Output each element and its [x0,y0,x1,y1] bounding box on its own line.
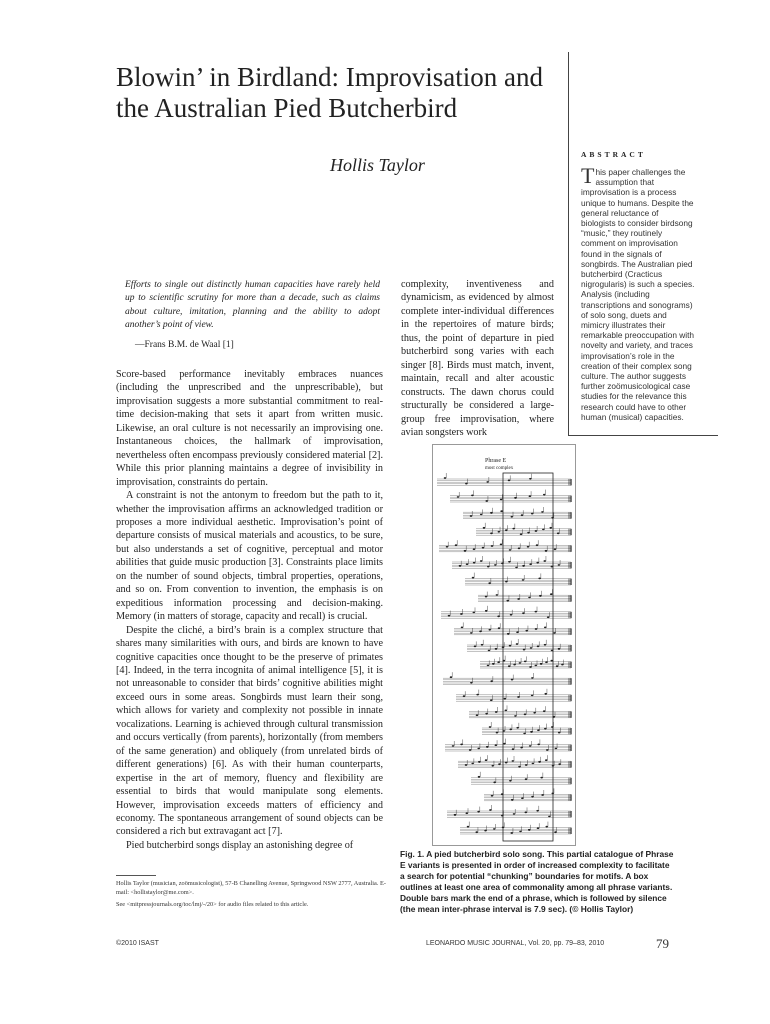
note-head [538,578,541,580]
note-head [531,677,534,679]
note-head [513,664,516,666]
note-head [509,729,512,731]
note-head [482,547,485,549]
note-head [475,831,478,833]
note-head [505,581,508,583]
note-head [494,564,497,566]
note-head [531,513,534,515]
note-head [485,610,488,612]
note-head [525,764,528,766]
note-head [479,631,482,633]
note-head [467,826,470,828]
note-head [503,743,506,745]
footnote-audio-files: See <mitpressjournals.org/toc/lmj/-/20> for audio files related to this article. [116,901,309,908]
note-head [528,829,531,831]
note-head [525,778,528,780]
note-head [547,616,550,618]
note-head [486,746,489,748]
note-head [518,766,521,768]
note-head [515,567,518,569]
note-head [522,565,525,567]
figure-header-phrase: Phrase E [485,458,507,464]
note-head [543,560,546,562]
note-head [497,616,500,618]
note-head [538,761,541,763]
note-head [497,661,500,663]
note-head [540,663,543,665]
note-head [454,814,457,816]
note-head [512,528,515,530]
note-head [487,665,490,667]
note-head [527,546,530,548]
commonality-box [503,473,553,841]
note-head [511,516,514,518]
note-head [554,548,557,550]
note-head [532,763,535,765]
note-head [455,544,458,546]
note-head [521,797,524,799]
note-head [530,647,533,649]
note-head [553,632,556,634]
note-head [558,564,561,566]
note-head [491,795,494,797]
note-head [537,744,540,746]
note-head [537,827,540,829]
note-head [535,665,538,667]
figure-caption: Fig. 1. A pied butcherbird solo song. This partial catalogue of Phrase E variants is presented in order of increased complexity to facilitate a search for potential “chunking” boundaries for motifs. A box outlines at least one area of commonality among all phrase variants. Double bars mark the end of a phrase, which is followed by silence (the mean inter-phrase interval is 7.9 sec). (© Hollis Taylor) [400,849,674,914]
note-head [488,582,491,584]
note-head [510,614,513,616]
note-head [477,748,480,750]
note-head [471,763,474,765]
note-head [545,826,548,828]
note-head [531,796,534,798]
note-head [544,627,547,629]
note-head [485,500,488,502]
note-head [512,748,515,750]
note-head [513,813,516,815]
note-head [536,562,539,564]
note-head [546,749,549,751]
note-head [514,497,517,499]
note-head [527,532,530,534]
body-paragraph-4: Pied butcherbird songs display an astonishing degree of [126,839,354,851]
note-head [490,680,493,682]
note-head [540,777,543,779]
note-head [544,644,547,646]
note-head [556,665,559,667]
note-head [528,597,531,599]
note-head [481,644,484,646]
note-head [539,595,542,597]
footnote-rule [116,875,156,876]
note-head [549,527,552,529]
note-head [511,679,514,681]
note-head [554,831,557,833]
note-head [525,812,528,814]
note-head [489,809,492,811]
note-head [473,548,476,550]
note-head [483,527,486,529]
note-head [500,510,503,512]
note-head [535,530,538,532]
note-head [491,765,494,767]
note-head [498,763,501,765]
note-head [541,794,544,796]
note-head [459,565,462,567]
epigraph-quote: Efforts to single out distinctly human capacities have rarely held up to scientific scrutiny for more than a decade, such as claims about culture, imitation, planning and the ability to adopt another’s point of view. [125,280,380,330]
note-head [485,759,488,761]
note-head [524,714,527,716]
footer-journal-citation: LEONARDO MUSIC JOURNAL, Vol. 20, pp. 79–83, 2010 [426,940,605,947]
note-head [536,544,539,546]
note-head [512,760,515,762]
note-head [478,776,481,778]
note-head [537,646,540,648]
note-head [507,633,510,635]
note-head [474,646,477,648]
note-head [472,577,475,579]
author-name: Hollis Taylor [330,155,425,175]
note-head [541,511,544,513]
note-head [485,713,488,715]
note-head [466,812,469,814]
note-head [525,630,528,632]
note-head [487,566,490,568]
body-paragraph-2: A constraint is not the antonym to freedom but the path to it, whether the improvisation affirms an acknowledged tradition or proposes a more individual aesthetic. Improvisation’s point of departure consists of musical materials and acoustics, to be sure, but also understands a set of cognitive, perceptual and motor abilities that guide music production [3]. Constraints place limits on the number of sound objects, timbral properties, operations, and so on. From convention to invention, the emphasis is on expeditious information processing and decision-making. Memory (in matters of storage, capacity and recall) is crucial. [116,490,383,623]
note-head [544,728,547,730]
note-head [543,710,546,712]
note-head [461,627,464,629]
note-head [460,744,463,746]
note-head [509,645,512,647]
note-head [543,494,546,496]
body-left-column [116,368,383,852]
note-head [488,650,491,652]
note-head [520,747,523,749]
music-score-image [433,445,575,845]
note-head [492,663,495,665]
note-head [514,715,517,717]
body-paragraph-1: Score-based performance inevitably embraces nuances (including the unprescribed and the unprescribable), but improvisation suggests a more substantial commitment to real-time decision-making that sets it apart from written music. Likewise, an oral culture is not necessarily an improvising one. Instantaneous choices, the hallmark of improvisation, nevertheless often encompass previously considered material [2]. While this prior planning maintains a degree of invisibility in improvisation, constraints do pertain. [116,369,383,488]
note-head [476,714,479,716]
note-head [511,799,514,801]
note-head [477,811,480,813]
note-head [486,481,489,483]
note-head [545,661,548,663]
note-head [504,698,507,700]
note-head [473,612,476,614]
note-head [558,732,561,734]
body-right-column: complexity, inventiveness and dynamicism, as evidenced by almost complete inter-individual differences in the repertoires of mature birds; thus, the point of departure in pied butcherbird song varies with each singer [8]. Birds must match, invent, maintain, recall and alter acoustic constructs. The dawn chorus could structurally be considered a large-group free improvisation, where avian songsters work [401,279,554,438]
note-head [522,612,525,614]
note-head [476,694,479,696]
note-head [480,560,483,562]
note-head [505,710,508,712]
note-head [524,661,527,663]
note-head [464,550,467,552]
note-head [558,648,561,650]
note-head [491,545,494,547]
note-head [529,745,532,747]
note-head [519,662,522,664]
note-head [535,611,538,613]
abstract-text [581,163,695,422]
note-head [488,629,491,631]
note-head [548,816,551,818]
abstract-body: his paper challenges the assumption that improvisation is a process unique to humans. Despite the general reluctance of biologists to consider birdsong “music,” they routinely comment on improvisation found in the signals of songbirds. The Australian pied butcherbird (Cracticus nigrogularis) is such a species. Analysis (including transcriptions and sonograms) of solo song, duets and mimicry illustrates their remarkable preoccupation with novelty and variety, and traces improvisation’s role in the creation of their complex song culture. The author suggests further zoömusicological case studies for the relevance this research could have to other human (musical) capacities. [581,167,695,422]
note-head [470,682,473,684]
note-head [529,666,532,668]
note-head [535,628,538,630]
note-head [529,495,532,497]
note-head [516,631,519,633]
note-head [469,749,472,751]
note-head [533,712,536,714]
note-head [529,563,532,565]
note-head [509,780,512,782]
note-head [465,764,468,766]
note-head [508,665,511,667]
note-head [496,594,499,596]
note-head [550,593,553,595]
page-number: 79 [656,936,669,951]
note-head [545,550,548,552]
note-head [551,517,554,519]
note-head [471,495,474,497]
note-head [489,726,492,728]
staff-lines [437,473,571,834]
note-head [510,832,513,834]
note-head [448,615,451,617]
note-head [517,696,520,698]
note-head [498,531,501,533]
note-head [463,695,466,697]
note-head [530,731,533,733]
note-head [480,514,483,516]
note-head [519,831,522,833]
note-head [484,830,487,832]
note-head [490,512,493,514]
note-head [485,596,488,598]
note-head [536,810,539,812]
abstract-drop-cap: T [581,163,595,188]
body-paragraph-3: Despite the cliché, a bird’s brain is a complex structure that shares many similarities with ours, and birds are known to have cognitive capacities once thought to be the preserve of primates [4]. Indeed, in the terra incognita of animal intelligence [5], it is not unreasonable to consider that birds’ cognitive abilities might exceed ours in some areas. Songbirds must learn their song, which allows for variety and complexity not possible in innate vocalizations. Learning is achieved through cultural transmission and occurs vertically (from parents), horizontally (from members of the same generation) and obliquely (from unrelated birds of different generations) [6]. As with their human counterparts, expertise in the art of memory, fluency and flexibility are essential to birds that would manipulate song elements. However, improvisation exceeds matters of efficiency and economy. The spontaneous arrangement of sound objects can be considered a rich but extravagant act [7]. [116,624,383,838]
note-head [545,759,548,761]
note-head [478,761,481,763]
note-head [555,748,558,750]
note-head [561,664,564,666]
note-head [490,533,493,535]
footer-copyright: ©2010 ISAST [116,940,159,947]
note-head [537,729,540,731]
note-head [531,695,534,697]
figure-header-complexity: most complex [485,466,514,471]
abstract-bottom-rule [568,435,718,436]
note-head [496,732,499,734]
note-head [473,562,476,564]
note-head [518,548,521,550]
note-head [509,549,512,551]
note-head [495,648,498,650]
note-head [521,514,524,516]
epigraph-attribution: —Frans B.M. de Waal [1] [135,340,234,350]
footnote-author-info: Hollis Taylor (musician, zoömusicologist), 57-B Chanelling Avenue, Springwood NSW 2777, Australia. E-mail: <hollistaylor@me.com>. [116,880,386,896]
note-head [466,563,469,565]
note-head [495,711,498,713]
note-head [544,693,547,695]
note-head [508,480,511,482]
note-head [465,483,468,485]
note-head [523,649,526,651]
note-head [470,515,473,517]
note-head [500,499,503,501]
note-head [558,763,561,765]
note-head [460,613,463,615]
note-head [498,627,501,629]
note-head [506,600,509,602]
note-head [529,478,532,480]
note-head [452,745,455,747]
note-head [516,643,519,645]
note-head [500,544,503,546]
note-head [520,533,523,535]
note-head [450,676,453,678]
note-head [493,828,496,830]
note-head [508,561,511,563]
note-head [542,529,545,531]
note-head [522,579,525,581]
note-head [457,496,460,498]
note-head [557,533,560,535]
note-head [490,699,493,701]
note-head [495,744,498,746]
abstract-vertical-rule [568,52,569,436]
note-head [470,632,473,634]
article-title: Blowin’ in Birdland: Improvisation and the Australian Pied Butcherbird [116,62,543,123]
note-head [505,529,508,531]
note-head [505,762,508,764]
note-head [516,727,519,729]
note-head [444,477,447,479]
note-head [493,782,496,784]
abstract-label: ABSTRACT [581,150,646,159]
note-head [523,733,526,735]
figure-music-transcription [432,444,576,846]
note-head [517,598,520,600]
note-head [446,546,449,548]
